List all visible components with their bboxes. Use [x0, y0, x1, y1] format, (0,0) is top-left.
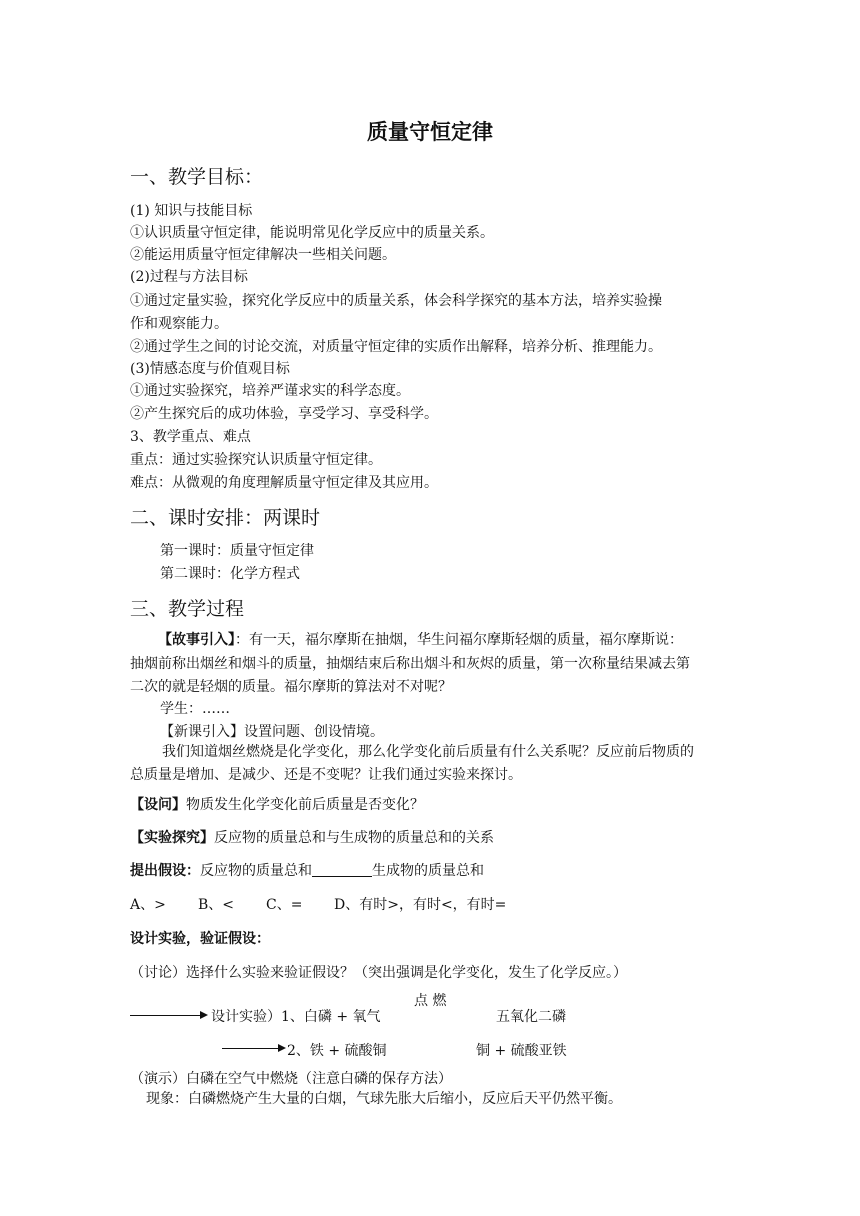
paragraph-line: 第一课时：质量守恒定律	[160, 543, 314, 559]
paragraph-line: ①通过定量实验，探究化学反应中的质量关系，体会科学探究的基本方法，培养实验操	[130, 293, 662, 309]
paragraph-line: 重点：通过实验探究认识质量守恒定律。	[130, 452, 382, 468]
page-title: 质量守恒定律	[367, 120, 493, 144]
option-a: A、>	[130, 897, 166, 913]
hypothesis-line: 提出假设：反应物的质量总和 生成物的质量总和	[130, 863, 484, 879]
paragraph-line: ②产生探究后的成功体验，享受学习、享受科学。	[130, 406, 438, 422]
story-line: 二次的就是轻烟的质量。福尔摩斯的算法对不对呢？	[130, 679, 452, 695]
paragraph-line: ①认识质量守恒定律，能说明常见化学反应中的质量关系。	[130, 225, 494, 241]
option-c: C、=	[266, 897, 303, 913]
paragraph-line: ①通过实验探究，培养严谨求实的科学态度。	[130, 383, 410, 399]
paragraph-line: ②能运用质量守恒定律解决一些相关问题。	[130, 247, 396, 263]
fill-blank	[312, 862, 372, 877]
design-heading: 设计实验，验证假设：	[130, 931, 270, 947]
story-tag: 【故事引入】	[158, 632, 235, 648]
ignite-condition: 点 燃	[414, 993, 447, 1009]
paragraph-line: 作和观察能力。	[130, 316, 228, 332]
section-heading-schedule: 二、课时安排：两课时	[130, 507, 321, 529]
paragraph-line: 难点：从微观的角度理解质量守恒定律及其应用。	[130, 475, 438, 491]
explore-tag: 【实验探究】	[130, 830, 214, 846]
equation-2-products: 铜 + 硫酸亚铁	[476, 1043, 567, 1059]
paragraph-line: ②通过学生之间的讨论交流，对质量守恒定律的实质作出解释，培养分析、推理能力。	[130, 339, 662, 355]
equation-1-reactants: 设计实验）1、白磷 + 氧气	[211, 1009, 381, 1025]
paragraph-line: 第二课时：化学方程式	[160, 566, 300, 582]
question-line: 【设问】物质发生化学变化前后质量是否变化？	[130, 797, 424, 813]
equation-2-reactants: 2、铁 + 硫酸铜	[287, 1043, 387, 1059]
phenomenon-line: 现象：白磷燃烧产生大量的白烟，气球先胀大后缩小，反应后天平仍然平衡。	[146, 1091, 622, 1107]
demo-line: （演示）白磷在空气中燃烧（注意白磷的保存方法）	[130, 1071, 452, 1087]
paragraph-line: 我们知道烟丝燃烧是化学变化，那么化学变化前后质量有什么关系呢？反应前后物质的	[162, 744, 694, 760]
arrow-icon	[130, 1015, 202, 1016]
section-heading-objectives: 一、教学目标：	[130, 166, 264, 188]
hypothesis-label: 提出假设：	[130, 863, 200, 879]
new-lesson-line: 【新课引入】设置问题、创设情境。	[160, 724, 384, 740]
option-b: B、<	[198, 897, 235, 913]
student-line: 学生：……	[160, 701, 230, 717]
paragraph-line: 3、教学重点、难点	[130, 429, 251, 445]
section-heading-process: 三、教学过程	[130, 598, 245, 620]
paragraph-line: (1) 知识与技能目标	[130, 203, 253, 219]
paragraph-line: (3)情感态度与价值观目标	[130, 361, 290, 377]
arrow-icon	[222, 1048, 280, 1049]
option-d: D、有时>，有时<，有时=	[334, 897, 507, 913]
question-tag: 【设问】	[130, 797, 186, 813]
equation-1-product: 五氧化二磷	[496, 1009, 566, 1025]
paragraph-line: (2)过程与方法目标	[130, 269, 248, 285]
paragraph-line: 总质量是增加、是减少、还是不变呢？让我们通过实验来探讨。	[130, 767, 522, 783]
explore-line: 【实验探究】反应物的质量总和与生成物的质量总和的关系	[130, 830, 494, 846]
story-line: 【故事引入】：有一天，福尔摩斯在抽烟，华生问福尔摩斯轻烟的质量，福尔摩斯说：	[158, 632, 683, 648]
discussion-line: （讨论）选择什么实验来验证假设？（突出强调是化学变化，发生了化学反应。）	[130, 965, 627, 981]
story-line: 抽烟前称出烟丝和烟斗的质量，抽烟结束后称出烟斗和灰烬的质量，第一次称量结果减去第	[130, 656, 690, 672]
